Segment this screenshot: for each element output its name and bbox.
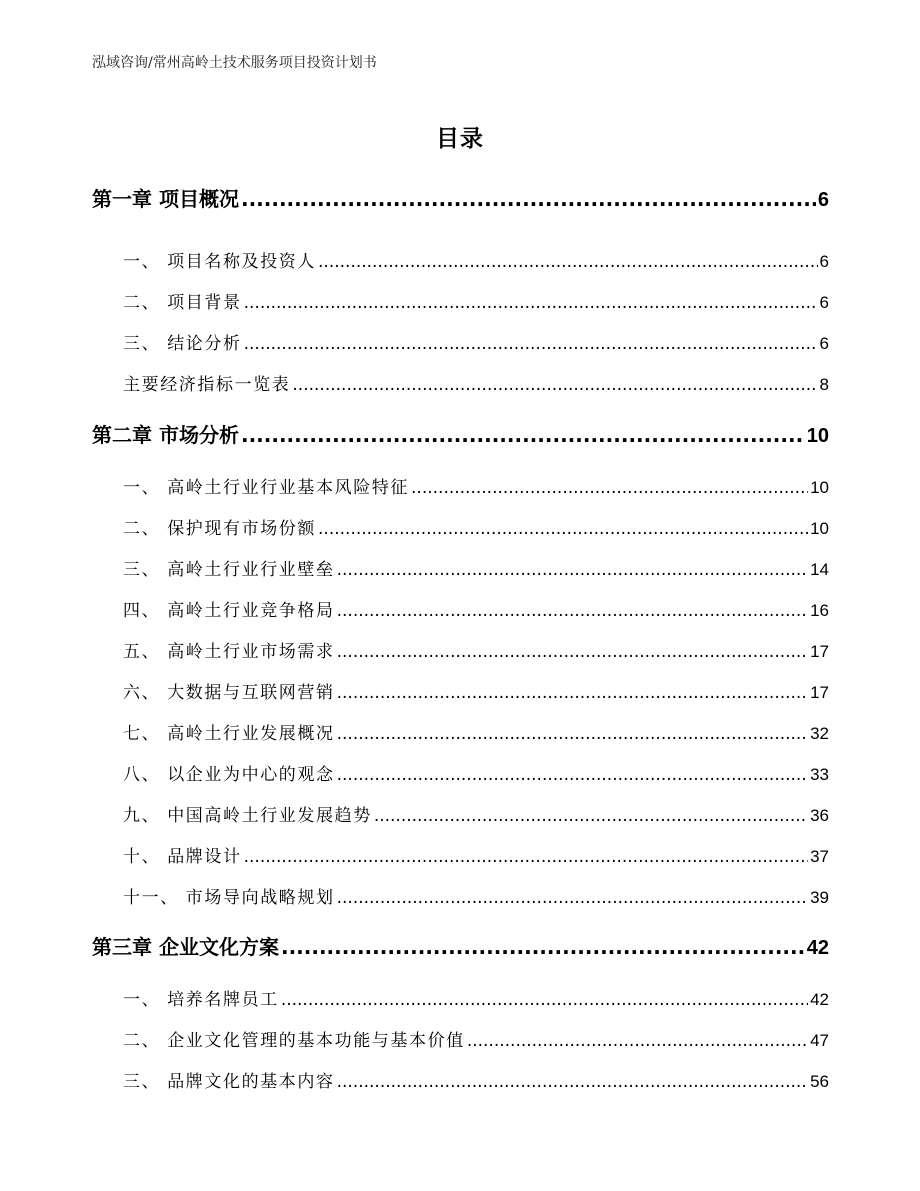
toc-entry-label: 十一、 市场导向战略规划: [123, 888, 335, 908]
toc-section[interactable]: [123, 883, 829, 908]
toc-entry-label: 二、 保护现有市场份额: [123, 519, 317, 539]
dot-leader: [337, 683, 808, 703]
toc-page-number: 39: [810, 888, 829, 907]
toc-page-number: 10: [810, 478, 829, 497]
toc-entry-label: 第二章 市场分析: [92, 423, 239, 447]
toc-section[interactable]: [123, 473, 829, 498]
toc-section[interactable]: [123, 596, 829, 621]
toc-entry-label: 五、 高岭土行业市场需求: [123, 642, 335, 662]
toc-page-number: 10: [810, 519, 829, 538]
toc-entry-label: 三、 品牌文化的基本内容: [123, 1072, 335, 1092]
dot-leader: [281, 935, 805, 959]
toc-entry-label: 三、 高岭土行业行业壁垒: [123, 560, 335, 580]
toc-page-number: 33: [810, 765, 829, 784]
dot-leader: [374, 806, 808, 826]
toc-section[interactable]: [123, 555, 829, 580]
toc-page-number: 32: [810, 724, 829, 743]
toc-page-number: 16: [810, 601, 829, 620]
toc-page-number: 14: [810, 560, 829, 579]
dot-leader: [337, 601, 808, 621]
dot-leader: [244, 334, 818, 354]
toc-page-number: 47: [810, 1031, 829, 1050]
toc-section[interactable]: [123, 678, 829, 703]
toc-entry-label: 二、 项目背景: [123, 293, 242, 313]
toc-entry-label: 主要经济指标一览表: [123, 375, 291, 395]
dot-leader: [244, 293, 818, 313]
dot-leader: [337, 1072, 808, 1092]
toc-chapter-1[interactable]: [92, 183, 829, 212]
toc-section[interactable]: [123, 329, 829, 354]
toc-section[interactable]: [123, 1026, 829, 1051]
toc-section[interactable]: [123, 637, 829, 662]
toc-entry-label: 二、 企业文化管理的基本功能与基本价值: [123, 1031, 465, 1051]
running-header: 泓域咨询/常州高岭土技术服务项目投资计划书: [92, 55, 377, 71]
toc-section[interactable]: [123, 760, 829, 785]
dot-leader: [337, 888, 808, 908]
dot-leader: [337, 642, 808, 662]
toc-section[interactable]: [123, 842, 829, 867]
dot-leader: [467, 1031, 808, 1051]
dot-leader: [337, 724, 808, 744]
toc-page-number: 37: [810, 847, 829, 866]
toc-page-number: 6: [817, 189, 829, 211]
toc-section[interactable]: [123, 514, 829, 539]
toc-page-number: 36: [810, 806, 829, 825]
dot-leader: [292, 375, 817, 395]
toc-entry-label: 三、 结论分析: [123, 334, 242, 354]
toc-title: 目录: [436, 126, 484, 152]
toc-section[interactable]: [123, 985, 829, 1010]
toc-entry-label: 四、 高岭土行业竞争格局: [123, 601, 335, 621]
dot-leader: [337, 560, 808, 580]
toc-chapter-3[interactable]: [92, 931, 829, 960]
toc-page-number: 56: [810, 1072, 829, 1091]
dot-leader: [241, 423, 805, 447]
dot-leader: [318, 519, 808, 539]
toc-page-number: 6: [819, 334, 829, 353]
dot-leader: [244, 847, 808, 867]
toc-section[interactable]: [123, 801, 829, 826]
toc-entry-label: 七、 高岭土行业发展概况: [123, 724, 335, 744]
toc-page-number: 17: [810, 642, 829, 661]
toc-entry-label: 第一章 项目概况: [92, 187, 239, 211]
toc-page-number: 6: [819, 252, 829, 271]
toc-page-number: 10: [806, 425, 829, 447]
toc-entry-label: 九、 中国高岭土行业发展趋势: [123, 806, 372, 826]
toc-page-number: 42: [810, 990, 829, 1009]
toc-entry-label: 第三章 企业文化方案: [92, 935, 279, 959]
toc-chapter-2[interactable]: [92, 419, 829, 448]
toc-page-number: 42: [806, 937, 829, 959]
toc-page-number: 17: [810, 683, 829, 702]
toc-entry-label: 八、 以企业为中心的观念: [123, 765, 335, 785]
toc-section[interactable]: [123, 247, 829, 272]
toc-page-number: 8: [819, 375, 829, 394]
dot-leader: [411, 478, 808, 498]
toc-entry-label: 一、 项目名称及投资人: [123, 252, 317, 272]
toc-entry-label: 一、 高岭土行业行业基本风险特征: [123, 478, 410, 498]
toc-section[interactable]: [123, 1067, 829, 1092]
toc-section[interactable]: [123, 370, 829, 395]
toc-section[interactable]: [123, 288, 829, 313]
toc-entry-label: 十、 品牌设计: [123, 847, 242, 867]
dot-leader: [337, 765, 808, 785]
toc-entry-label: 一、 培养名牌员工: [123, 990, 279, 1010]
dot-leader: [318, 252, 818, 272]
toc-section[interactable]: [123, 719, 829, 744]
dot-leader: [281, 990, 808, 1010]
toc-entry-label: 六、 大数据与互联网营销: [123, 683, 335, 703]
toc-page-number: 6: [819, 293, 829, 312]
dot-leader: [241, 187, 816, 211]
